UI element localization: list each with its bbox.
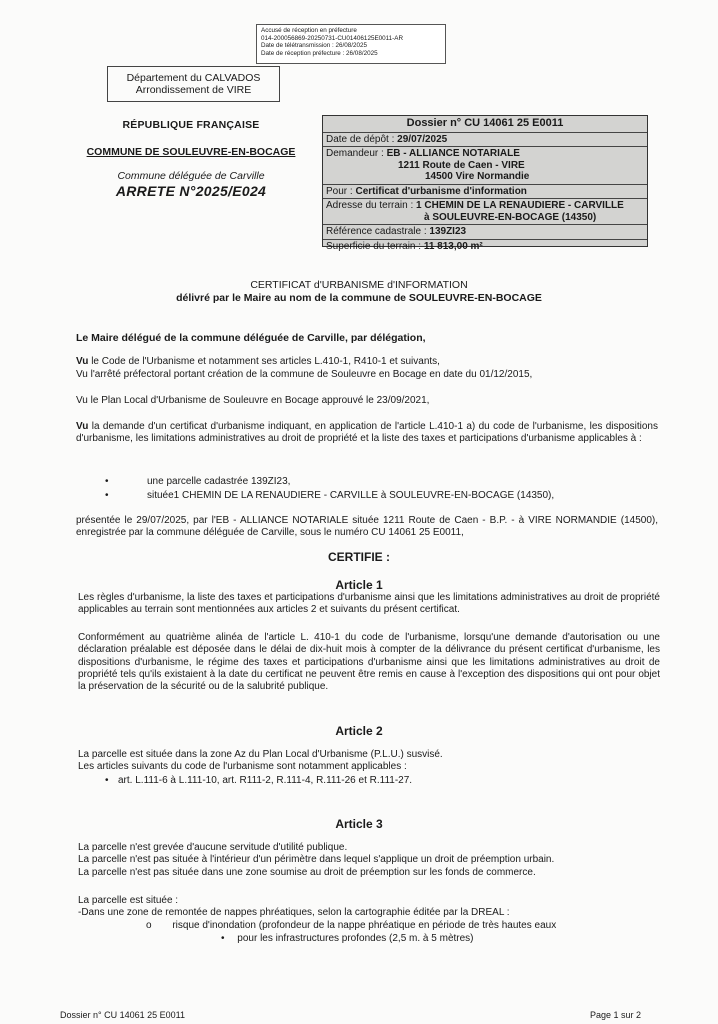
demandeur-line: 1211 Route de Caen - VIRE bbox=[398, 159, 525, 171]
bullet-marker: • bbox=[105, 775, 109, 786]
commune-deleguee: Commune déléguée de Carville bbox=[117, 170, 265, 182]
sub-text: pour les infrastructures profondes (2,5 m. à 5 mètres) bbox=[237, 933, 474, 944]
republique-heading: RÉPUBLIQUE FRANÇAISE bbox=[122, 119, 260, 131]
department-box bbox=[107, 66, 280, 102]
article-2-line: Les articles suivants du code de l'urbanisme sont notamment applicables : bbox=[78, 761, 407, 773]
depot-label: Date de dépôt : bbox=[326, 133, 398, 145]
article-3-situee bbox=[78, 895, 660, 920]
dossier-info-box bbox=[322, 115, 648, 252]
pour-label: Pour : bbox=[326, 185, 356, 197]
arrondissement-line: Arrondissement de VIRE bbox=[135, 84, 252, 96]
demandeur-line: 14500 Vire Normandie bbox=[425, 171, 530, 182]
reference-label: Référence cadastrale : bbox=[326, 226, 430, 237]
adresse-line: à SOULEUVRE-EN-BOCAGE (14350) bbox=[424, 211, 597, 223]
depot-value: 29/07/2025 bbox=[397, 133, 448, 145]
article-3-heading: Article 3 bbox=[335, 817, 383, 831]
arrete-number: ARRETE N°2025/E024 bbox=[115, 183, 267, 199]
maire-statement: Le Maire délégué de la commune déléguée de Carville, par délégation, bbox=[76, 332, 426, 344]
vu-text: le Code de l'Urbanisme et notamment ses articles L.410-1, R410-1 et suivants, bbox=[88, 356, 440, 367]
certificat-subtitle: délivré par le Maire au nom de la commune de SOULEUVRE-EN-BOCAGE bbox=[176, 292, 542, 304]
article-2-text bbox=[78, 749, 660, 774]
bullet-text: située1 CHEMIN DE LA RENAUDIERE - CARVILLE à SOULEUVRE-EN-BOCAGE (14350), bbox=[147, 490, 555, 501]
sub-marker: o bbox=[146, 920, 152, 931]
bullet-marker: • bbox=[105, 476, 109, 487]
article-3-line: La parcelle n'est grevée d'aucune servitude d'utilité publique. bbox=[78, 842, 348, 853]
article-1-heading: Article 1 bbox=[335, 578, 383, 592]
article-1-paragraph: Conformément au quatrième alinéa de l'article L. 410-1 du code de l'urbanisme, lorsqu'une demande d'autorisation ou une déclaration préalable est déposée dans le délai de dix-huit mois à compter de la délivrance du présent certificat d'urbanisme, les dispositions d'urbanisme, le régime des taxes et participations d'urbanisme ainsi que les limitations administratives au droit de propriété tels qu'ils existaient à la date du certificat ne peuvent être remis en cause à l'exception des dispositions qui ont pour objet la préservation de la sécurité ou de la salubrité publique. bbox=[78, 632, 660, 693]
article-3-line: La parcelle n'est pas située dans une zone soumise au droit de préemption sur les fonds de commerce. bbox=[78, 866, 536, 878]
sub-item-risque bbox=[146, 920, 556, 932]
adresse-row bbox=[323, 199, 647, 225]
bullet-text: une parcelle cadastrée 139ZI23, bbox=[147, 476, 291, 487]
article-3-line: La parcelle n'est pas située à l'intérieur d'un périmètre dans lequel s'applique un droit de préemption urbain. bbox=[78, 854, 555, 866]
article-3-line: La parcelle est située : bbox=[78, 895, 179, 906]
pour-value: Certificat d'urbanisme d'information bbox=[355, 185, 527, 197]
reference-row bbox=[323, 225, 647, 240]
commune-heading: COMMUNE DE SOULEUVRE-EN-BOCAGE bbox=[86, 146, 296, 158]
superficie-row bbox=[323, 240, 647, 254]
certificat-title: CERTIFICAT d'URBANISME d'INFORMATION bbox=[250, 279, 468, 291]
reference-value: 139ZI23 bbox=[429, 226, 467, 237]
demandeur-row bbox=[323, 147, 647, 185]
dossier-title: Dossier n° CU 14061 25 E0011 bbox=[323, 116, 647, 133]
sub-text: risque d'inondation (profondeur de la nappe phréatique en période de très hautes eaux bbox=[172, 920, 557, 931]
stamp-line: Date de télétransmission : 26/08/2025 bbox=[261, 42, 368, 50]
vu-plu: Vu le Plan Local d'Urbanisme de Souleuvre en Bocage approuvé le 23/09/2021, bbox=[76, 395, 430, 406]
bullet-text: art. L.111-6 à L.111-10, art. R111-2, R.111-4, R.111-26 et R.111-27. bbox=[118, 775, 413, 786]
pour-row bbox=[323, 185, 647, 200]
superficie-label: Superficie du terrain : bbox=[326, 240, 424, 252]
adresse-label: Adresse du terrain : bbox=[326, 200, 417, 211]
vu-arrete-prefectoral: Vu l'arrêté préfectoral portant création de la commune de Souleuvre en Bocage en date du 01/12/2015, bbox=[76, 369, 533, 380]
adresse-line: 1 CHEMIN DE LA RENAUDIERE - CARVILLE bbox=[416, 200, 624, 211]
vu-demande bbox=[76, 421, 658, 446]
superficie-value: 11 813,00 m² bbox=[423, 240, 483, 252]
demandeur-label: Demandeur : bbox=[326, 148, 387, 159]
presentee-paragraph: présentée le 29/07/2025, par l'EB - ALLIANCE NOTARIALE située 1211 Route de Caen - B.P. - à VIRE NORMANDIE (14500), enregistrée par la commune déléguée de Carville, sous le numéro CU 14061 25 E0011, bbox=[76, 515, 658, 539]
reception-stamp bbox=[256, 24, 446, 64]
article-2-heading: Article 2 bbox=[335, 724, 383, 738]
vu-code-urbanisme bbox=[76, 356, 658, 368]
sub-item-infrastructures bbox=[176, 933, 474, 945]
stamp-line: 014-200056869-20250731-CU01406125E0011-AR bbox=[261, 34, 404, 42]
article-2-line: La parcelle est située dans la zone Az du Plan Local d'Urbanisme (P.L.U.) susvisé. bbox=[78, 749, 443, 760]
vu-text: la demande d'un certificat d'urbanisme indiquant, en application de l'article L.410-1 a) du code de l'urbanisme, les dispositions d'urbanisme, les limitations administratives au droit de propriété et la liste des taxes et participations d'urbanisme applicables à : bbox=[76, 421, 658, 445]
certifie-heading: CERTIFIE : bbox=[328, 550, 390, 564]
vu-keyword: Vu bbox=[76, 421, 89, 432]
footer-page-number: Page 1 sur 2 bbox=[590, 1010, 642, 1020]
article-1-paragraph: Les règles d'urbanisme, la liste des taxes et participations d'urbanisme ainsi que les limitations administratives au droit de propriété applicables au terrain sont mentionnées aux articles 2 et suivants du présent certificat. bbox=[78, 592, 660, 616]
article-3-text bbox=[78, 842, 660, 879]
vu-keyword: Vu bbox=[76, 356, 89, 367]
stamp-line: Accusé de réception en préfecture bbox=[261, 27, 357, 34]
bullet-marker: • bbox=[221, 933, 225, 944]
stamp-line: Date de réception préfecture : 26/08/2025 bbox=[261, 49, 378, 57]
demandeur-line: EB - ALLIANCE NOTARIALE bbox=[386, 148, 520, 159]
depot-row bbox=[323, 133, 647, 148]
footer-dossier: Dossier n° CU 14061 25 E0011 bbox=[60, 1010, 186, 1020]
article-3-line: -Dans une zone de remontée de nappes phréatiques, selon la cartographie éditée par la DREAL : bbox=[78, 907, 510, 919]
bullet-marker: • bbox=[105, 490, 109, 501]
department-line: Département du CALVADOS bbox=[126, 72, 261, 84]
